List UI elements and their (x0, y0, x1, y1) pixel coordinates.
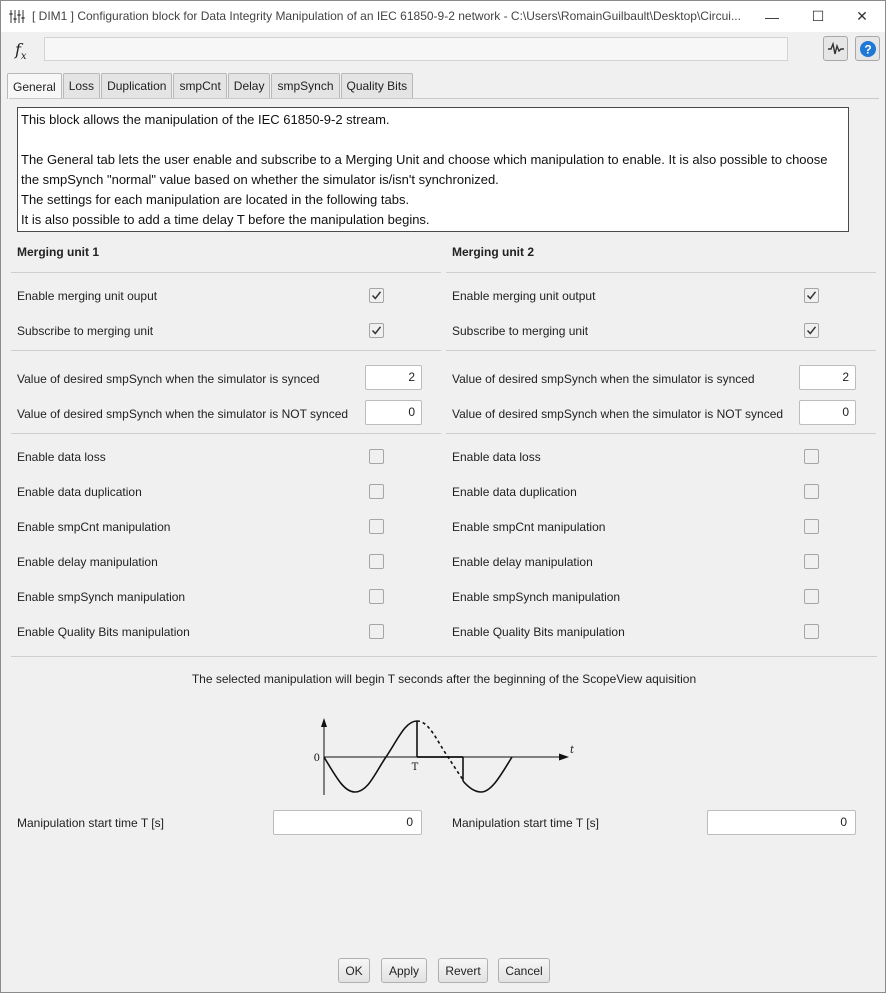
minimize-icon: — (765, 8, 779, 25)
formula-input[interactable] (44, 37, 788, 61)
revert-button[interactable]: Revert (438, 958, 488, 983)
manipulation-label: Enable Quality Bits manipulation (17, 625, 190, 639)
description-line: This block allows the manipulation of the IEC 61850-9-2 stream. (21, 112, 390, 127)
description-line: It is also possible to add a time delay T before the manipulation begins. (21, 212, 430, 227)
mu1-enable-output-checkbox[interactable] (369, 288, 384, 303)
window-title: [ DIM1 ] Configuration block for Data Integrity Manipulation of an IEC 61850-9-2 network - C:\Users\RomainGuilbault\Desktop\Circui... (32, 9, 741, 23)
cancel-button[interactable]: Cancel (498, 958, 550, 983)
help-icon (859, 40, 877, 58)
fx-label: f (15, 40, 21, 59)
t-marker-label: T (411, 762, 419, 773)
mu2-smpsynch-checkbox[interactable] (804, 589, 819, 604)
ok-button[interactable]: OK (338, 958, 370, 983)
subscribe-label: Subscribe to merging unit (452, 324, 589, 338)
synced-label: Value of desired smpSynch when the simulator is synced (17, 372, 320, 386)
mu2-quality-bits-checkbox[interactable] (804, 624, 819, 639)
merging-unit-2-header: Merging unit 2 (452, 245, 534, 259)
close-button[interactable] (839, 1, 885, 32)
tab-quality-bits[interactable]: Quality Bits (341, 73, 414, 98)
merging-unit-1-header: Merging unit 1 (17, 245, 99, 259)
description-box (17, 107, 849, 232)
mu1-synced-value-input[interactable]: 2 (365, 365, 422, 390)
divider (11, 433, 441, 434)
mu2-start-time-label: Manipulation start time T [s] (452, 816, 599, 830)
mu2-data-loss-checkbox[interactable] (804, 449, 819, 464)
mu2-enable-output-checkbox[interactable] (804, 288, 819, 303)
maximize-icon: ☐ (811, 8, 825, 24)
mu1-start-time-label: Manipulation start time T [s] (17, 816, 164, 830)
mu1-data-loss-checkbox[interactable] (369, 449, 384, 464)
divider (446, 272, 876, 273)
signal-button[interactable] (823, 36, 848, 61)
svg-text:?: ? (863, 42, 872, 56)
maximize-button[interactable] (795, 1, 841, 32)
function-fx-icon (15, 40, 27, 62)
mu1-not-synced-value-input[interactable]: 0 (365, 400, 422, 425)
signal-wave-icon (827, 42, 845, 56)
time-axis-label: t (570, 745, 575, 756)
divider (446, 433, 876, 434)
manipulation-label: Enable delay manipulation (17, 555, 158, 569)
description-line: The settings for each manipulation are located in the following tabs. (21, 192, 410, 207)
divider (446, 350, 876, 351)
tab-bar (7, 73, 414, 99)
tab-loss[interactable]: Loss (63, 73, 100, 98)
mu1-smpsynch-checkbox[interactable] (369, 589, 384, 604)
manipulation-label: Enable data loss (17, 450, 106, 464)
manipulation-label: Enable data duplication (17, 485, 142, 499)
enable-output-label: Enable merging unit ouput (17, 289, 158, 303)
tab-duplication[interactable]: Duplication (101, 73, 172, 98)
fx-subscript: x (20, 51, 27, 63)
manipulation-label: Enable smpCnt manipulation (17, 520, 171, 534)
manipulation-label: Enable smpCnt manipulation (452, 520, 606, 534)
minimize-button[interactable] (749, 1, 795, 32)
mu2-subscribe-checkbox[interactable] (804, 323, 819, 338)
mu2-start-time-input[interactable]: 0 (707, 810, 856, 835)
divider (11, 656, 877, 657)
mu1-quality-bits-checkbox[interactable] (369, 624, 384, 639)
mu2-smpcnt-checkbox[interactable] (804, 519, 819, 534)
not-synced-label: Value of desired smpSynch when the simulator is NOT synced (17, 407, 349, 421)
mu1-subscribe-checkbox[interactable] (369, 323, 384, 338)
mixer-sliders-icon (9, 9, 25, 24)
tab-smpsynch[interactable]: smpSynch (271, 73, 339, 98)
check-mark-icon (806, 325, 817, 336)
mu1-delay-checkbox[interactable] (369, 554, 384, 569)
mu1-start-time-input[interactable]: 0 (273, 810, 422, 835)
mu2-not-synced-value-input[interactable]: 0 (799, 400, 856, 425)
synced-label: Value of desired smpSynch when the simulator is synced (452, 372, 755, 386)
mu1-smpcnt-checkbox[interactable] (369, 519, 384, 534)
mu1-data-duplication-checkbox[interactable] (369, 484, 384, 499)
manipulation-label: Enable smpSynch manipulation (17, 590, 186, 604)
divider (11, 350, 441, 351)
manipulation-label: Enable delay manipulation (452, 555, 593, 569)
close-icon: ✕ (856, 8, 868, 24)
check-mark-icon (806, 290, 817, 301)
title-bar (1, 1, 885, 32)
formula-bar (1, 32, 885, 68)
origin-label: 0 (313, 753, 320, 764)
mu2-delay-checkbox[interactable] (804, 554, 819, 569)
check-mark-icon (371, 290, 382, 301)
tab-delay[interactable]: Delay (228, 73, 271, 98)
help-button[interactable] (855, 36, 880, 61)
manipulation-caption: The selected manipulation will begin T seconds after the beginning of the ScopeView aquisition (191, 672, 697, 686)
manipulation-label: Enable data duplication (452, 485, 577, 499)
enable-output-label: Enable merging unit output (452, 289, 596, 303)
manipulation-label: Enable Quality Bits manipulation (452, 625, 625, 639)
divider (11, 272, 441, 273)
apply-button[interactable]: Apply (381, 958, 427, 983)
description-line: The General tab lets the user enable and subscribe to a Merging Unit and choose which manipulation to enable. It is also possible to choose the smpSynch "normal" value based on whether the simulator is/isn't synchronized. (21, 152, 828, 187)
mu2-synced-value-input[interactable]: 2 (799, 365, 856, 390)
not-synced-label: Value of desired smpSynch when the simulator is NOT synced (452, 407, 784, 421)
manipulation-label: Enable data loss (452, 450, 541, 464)
check-mark-icon (371, 325, 382, 336)
delay-waveform-diagram (311, 715, 576, 797)
manipulation-label: Enable smpSynch manipulation (452, 590, 621, 604)
tab-general[interactable]: General (7, 73, 62, 99)
mu2-data-duplication-checkbox[interactable] (804, 484, 819, 499)
tab-smpcnt[interactable]: smpCnt (173, 73, 226, 98)
subscribe-label: Subscribe to merging unit (17, 324, 154, 338)
